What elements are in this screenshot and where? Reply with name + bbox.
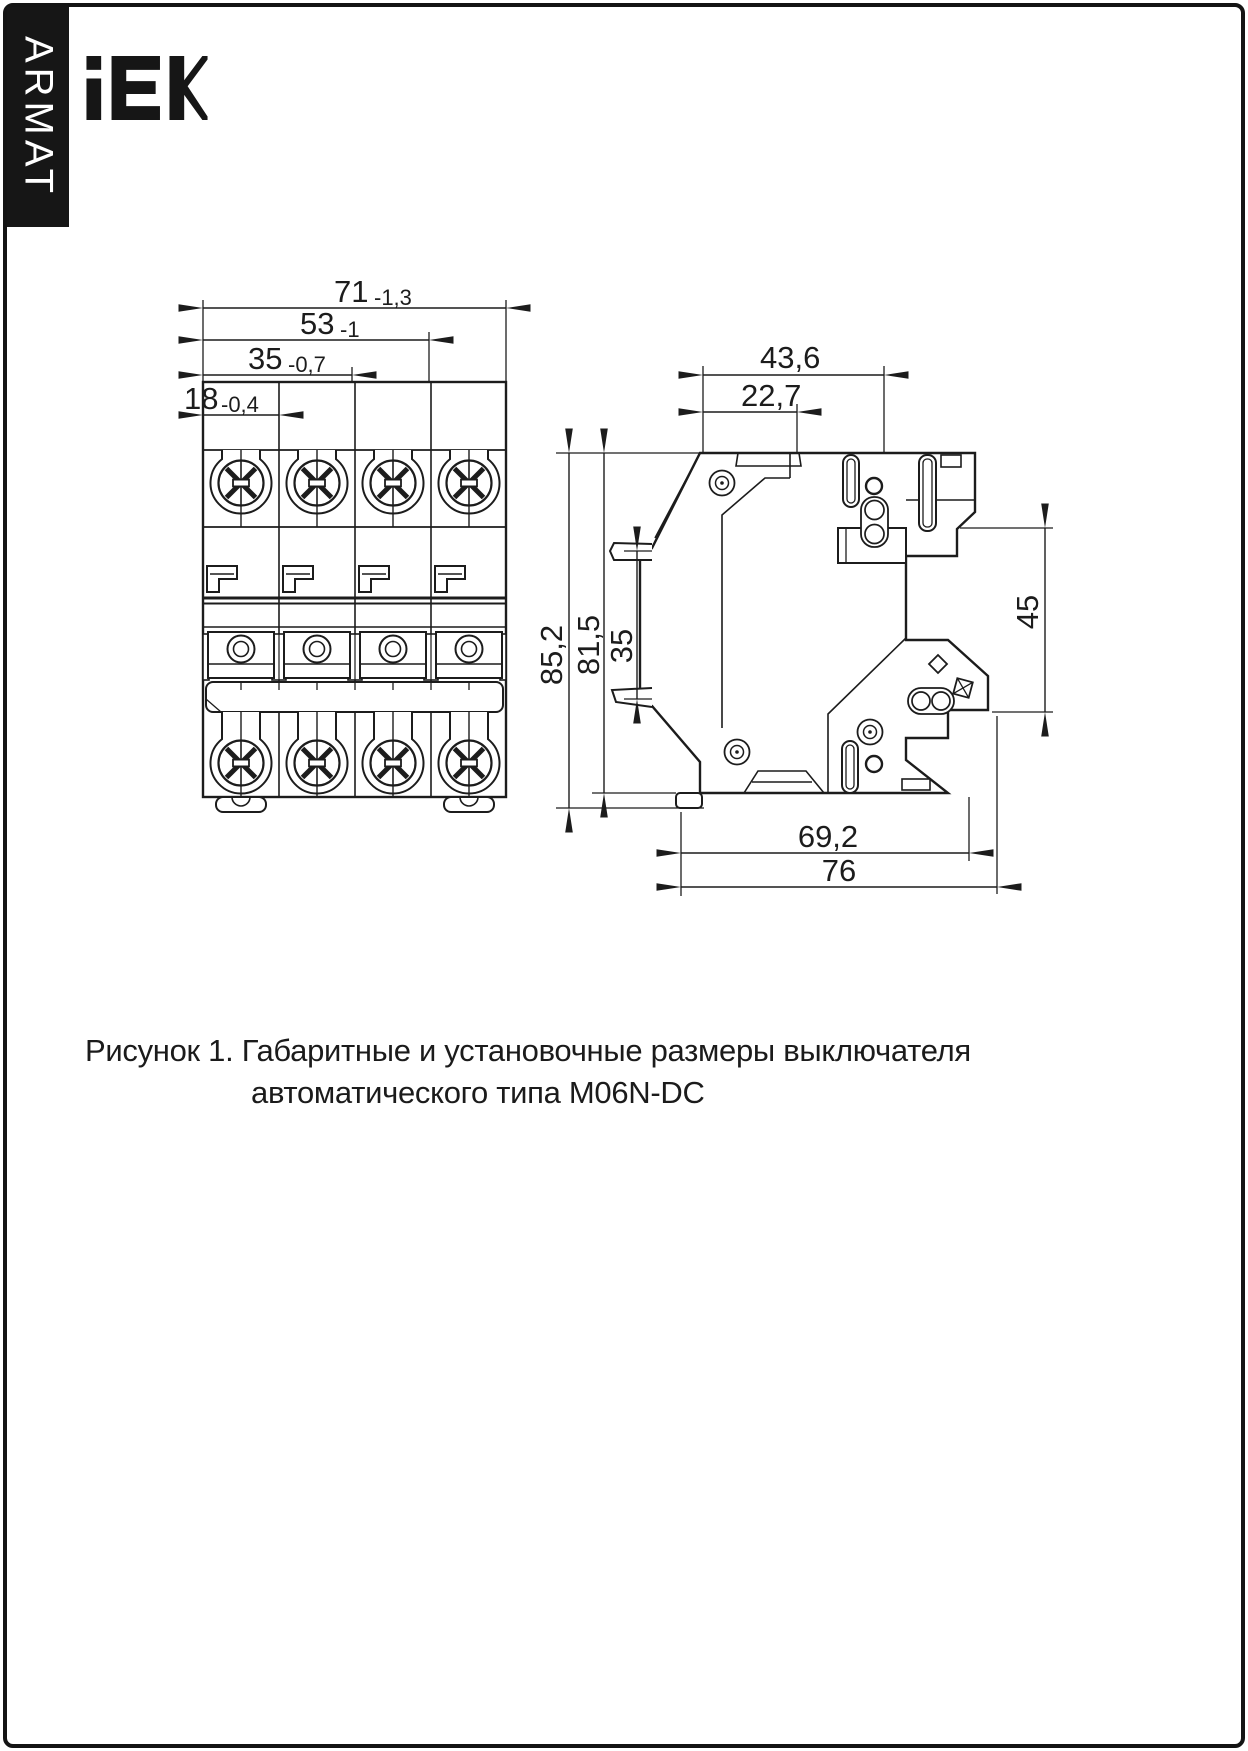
side-view-drawing: [534, 340, 1053, 896]
dim-35-front: 35: [248, 341, 283, 376]
dim-22-7: 22,7: [741, 378, 802, 413]
dim-71-tolerance: -1,3: [374, 285, 412, 310]
iek-logo-icon: [86, 56, 208, 120]
front-view-drawing: [184, 274, 506, 812]
figure-caption: [85, 1030, 1085, 1114]
dimension-drawing: [120, 230, 1130, 930]
dim-69-2: 69,2: [797, 819, 859, 854]
dim-43-6: 43,6: [760, 340, 821, 375]
dim-35-side: 35: [604, 628, 639, 664]
dim-81-5: 81,5: [571, 614, 606, 676]
armat-banner: [7, 7, 69, 227]
dim-45: 45: [1010, 594, 1045, 630]
dim-71: 71: [334, 274, 369, 309]
caption-line-1: Рисунок 1. Габаритные и установочные размеры выключателя: [85, 1033, 971, 1068]
dim-53: 53: [300, 306, 335, 341]
dim-18: 18: [184, 381, 219, 416]
dim-35-front-tolerance: -0,7: [288, 352, 326, 377]
dim-76: 76: [821, 853, 857, 888]
dim-53-tolerance: -1: [340, 317, 360, 342]
armat-vertical-label: ARMAT: [16, 35, 61, 199]
dim-85-2: 85,2: [534, 624, 569, 686]
caption-line-2: автоматического типа М06N-DC: [251, 1075, 705, 1110]
dim-18-tolerance: -0,4: [221, 392, 259, 417]
